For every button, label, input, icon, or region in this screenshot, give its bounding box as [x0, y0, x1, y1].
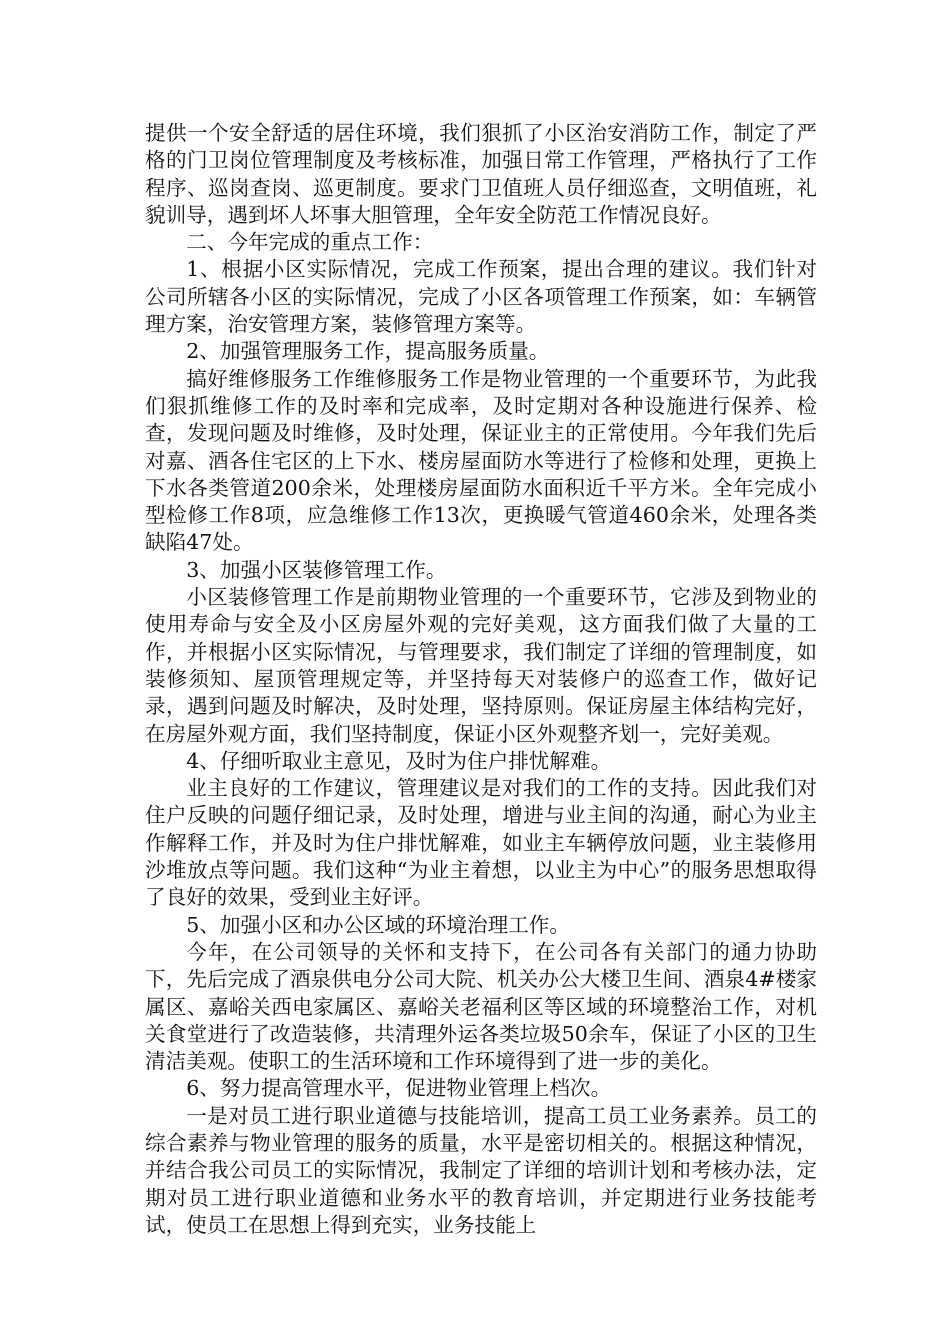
heading-item-4: 4、仔细听取业主意见，及时为住户排忧解难。 [186, 748, 612, 773]
paragraph-intro: 提供一个安全舒适的居住环境，我们狠抓了小区治安消防工作，制定了严格的门卫岗位管理制度及考核标准，加强日常工作管理，严格执行了工作程序、巡岗查岗、巡更制度。要求门卫值班人员仔细巡查，文明值班，礼貌训导，遇到坏人坏事大胆管理，全年安全防范工作情况良好。 [145, 121, 817, 227]
paragraph-item-1: 1、根据小区实际情况，完成工作预案，提出合理的建议。我们针对公司所辖各小区的实际情况，完成了小区各项管理工作预案，如：车辆管理方案，治安管理方案，装修管理方案等。 [145, 257, 817, 337]
paragraph-environment: 今年，在公司领导的关怀和支持下，在公司各有关部门的通力协助下，先后完成了酒泉供电分公司大院、机关办公大楼卫生间、酒泉4#楼家属区、嘉峪关西电家属区、嘉峪关老福利区等区域的环境整治工作，对机关食堂进行了改造装修，共清理外运各类垃圾50余车，保证了小区的卫生清洁美观。使职工的生活环境和工作环境得到了进一步的美化。 [145, 939, 817, 1074]
paragraph-maintenance: 搞好维修服务工作维修服务工作是物业管理的一个重要环节，为此我们狠抓维修工作的及时率和完成率，及时定期对各种设施进行保养、检查，发现问题及时维修，及时处理，保证业主的正常使用。今年我们先后对嘉、酒各住宅区的上下水、楼房屋面防水等进行了检修和处理，更换上下水各类管道200余米，处理楼房屋面防水面积近千平方米。全年完成小型检修工作8项，应急维修工作13次，更换暖气管道460余米，处理各类缺陷47处。 [145, 366, 817, 555]
heading-item-3: 3、加强小区装修管理工作。 [186, 557, 447, 582]
heading-item-5: 5、加强小区和办公区域的环境治理工作。 [186, 912, 570, 937]
document-page [145, 120, 817, 1239]
paragraph-training: 一是对员工进行职业道德与技能培训，提高工员工业务素养。员工的综合素养与物业管理的服务的质量，水平是密切相关的。根据这种情况，并结合我公司员工的实际情况，我制定了详细的培训计划和考核办法，定期对员工进行职业道德和业务水平的教育培训，并定期进行业务技能考试，使员工在思想上得到充实，业务技能上 [145, 1103, 817, 1237]
heading-key-work: 二、今年完成的重点工作： [186, 230, 434, 255]
paragraph-renovation: 小区装修管理工作是前期物业管理的一个重要环节，它涉及到物业的使用寿命与安全及小区房屋外观的完好美观，这方面我们做了大量的工作，并根据小区实际情况，与管理要求，我们制定了详细的管理制度，如装修须知、屋顶管理规定等，并坚持每天对装修户的巡查工作，做好记录，遇到问题及时解决，及时处理，坚持原则。保证房屋主体结构完好，在房屋外观方面，我们坚持制度，保证小区外观整齐划一，完好美观。 [145, 585, 817, 746]
heading-item-2: 2、加强管理服务工作，提高服务质量。 [186, 339, 550, 364]
paragraph-owner-feedback: 业主良好的工作建议，管理建议是对我们的工作的支持。因此我们对住户反映的问题仔细记录，及时处理，增进与业主间的沟通，耐心为业主作解释工作，并及时为住户排忧解难，如业主车辆停放问题，业主装修用沙堆放点等问题。我们这种“为业主着想，以业主为中心”的服务思想取得了良好的效果，受到业主好评。 [145, 776, 817, 910]
heading-item-6: 6、努力提高管理水平，促进物业管理上档次。 [186, 1076, 612, 1101]
